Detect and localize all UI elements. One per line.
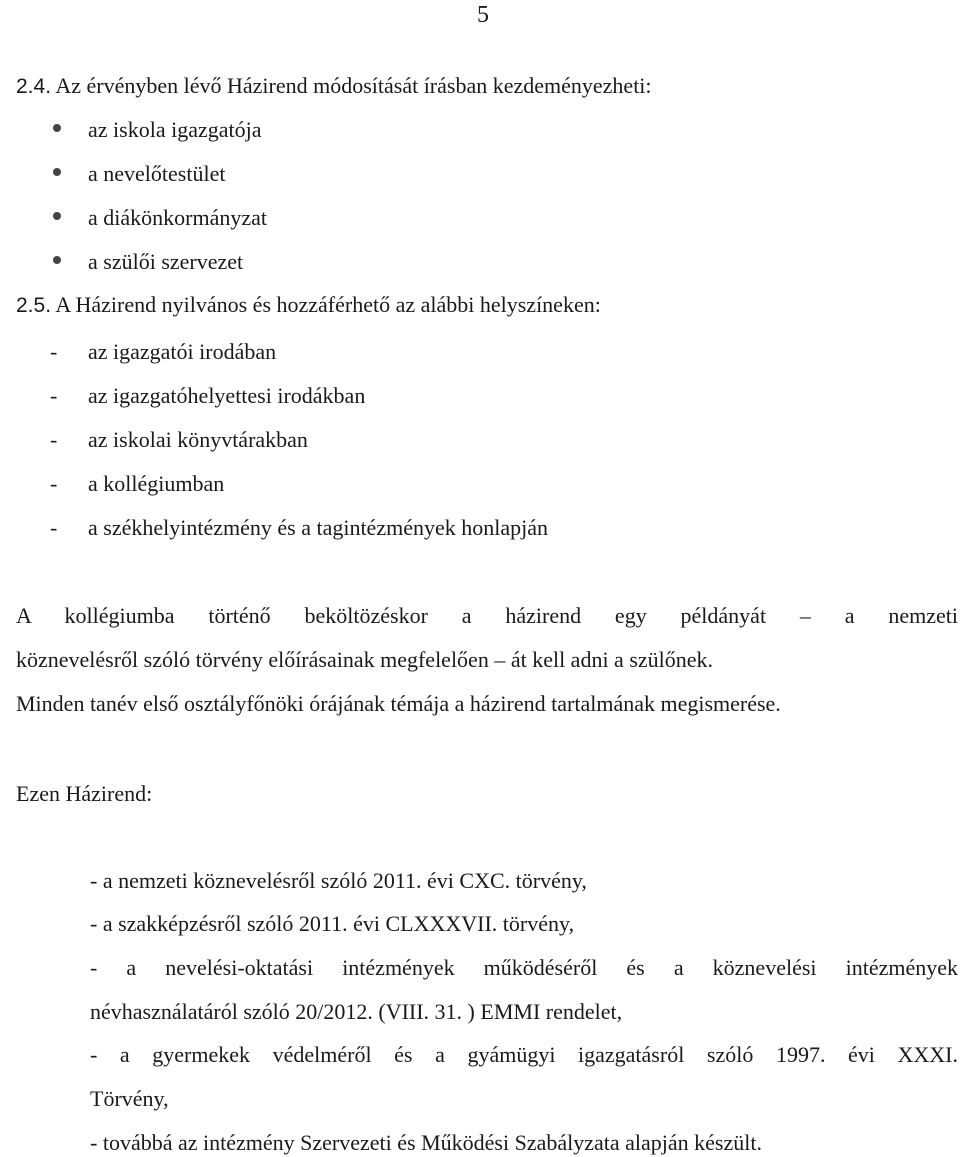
list-item-text: a nevelőtestület <box>88 161 226 186</box>
dash-marker: - <box>50 383 58 408</box>
bullet-icon <box>53 256 61 264</box>
section-2-5-title: A Házirend nyilvános és hozzáférhető az alábbi helyszíneken: <box>55 292 601 317</box>
section-2-4-heading <box>16 72 652 101</box>
basis-item: - a nemzeti köznevelésről szóló 2011. évi CXC. törvény, <box>90 868 587 893</box>
basis-item: - a gyermekek védelméről és a gyámügyi igazgatásról szóló 1997. évi XXXI. <box>90 1042 958 1067</box>
list-item-text: az iskola igazgatója <box>88 117 262 142</box>
list-item-text: a kollégiumban <box>88 471 225 496</box>
section-2-5-heading <box>16 291 601 320</box>
section-2-4-title: Az érvényben lévő Házirend módosítását írásban kezdeményezheti: <box>55 73 652 98</box>
section-2-4-number: 2.4. <box>16 75 52 98</box>
list-item-text: a székhelyintézmény és a tagintézmények honlapján <box>88 515 548 540</box>
basis-item: - a szakképzésről szóló 2011. évi CLXXXVII. törvény, <box>90 911 575 936</box>
basis-item-continuation: Törvény, <box>90 1086 169 1111</box>
list-item-text: a diákönkormányzat <box>88 205 267 230</box>
dash-marker: - <box>50 339 58 364</box>
basis-item: - a nevelési-oktatási intézmények működéséről és a köznevelési intézmények <box>90 955 958 980</box>
list-item-text: az igazgatóhelyettesi irodákban <box>88 383 366 408</box>
basis-heading: Ezen Házirend: <box>16 781 153 806</box>
list-item-text: a szülői szervezet <box>88 249 244 274</box>
page-number: 5 <box>477 2 489 28</box>
list-item-text: az igazgatói irodában <box>88 339 277 364</box>
paragraph-line: Minden tanév első osztályfőnöki órájának témája a házirend tartalmának megismerése. <box>16 691 781 716</box>
dash-marker: - <box>50 427 58 452</box>
section-2-5-number: 2.5. <box>16 294 52 317</box>
paragraph-line: A kollégiumba történő beköltözéskor a házirend egy példányát – a nemzeti <box>16 603 958 628</box>
basis-item-continuation: névhasználatáról szóló 20/2012. (VIII. 31. ) EMMI rendelet, <box>90 999 623 1024</box>
paragraph-line: köznevelésről szóló törvény előírásainak megfelelően – át kell adni a szülőnek. <box>16 647 714 672</box>
dash-marker: - <box>50 471 58 496</box>
bullet-icon <box>53 124 61 132</box>
bullet-icon <box>53 212 61 220</box>
bullet-icon <box>53 168 61 176</box>
dash-marker: - <box>50 515 58 540</box>
basis-item: - továbbá az intézmény Szervezeti és Működési Szabályzata alapján készült. <box>90 1130 762 1155</box>
list-item-text: az iskolai könyvtárakban <box>88 427 308 452</box>
